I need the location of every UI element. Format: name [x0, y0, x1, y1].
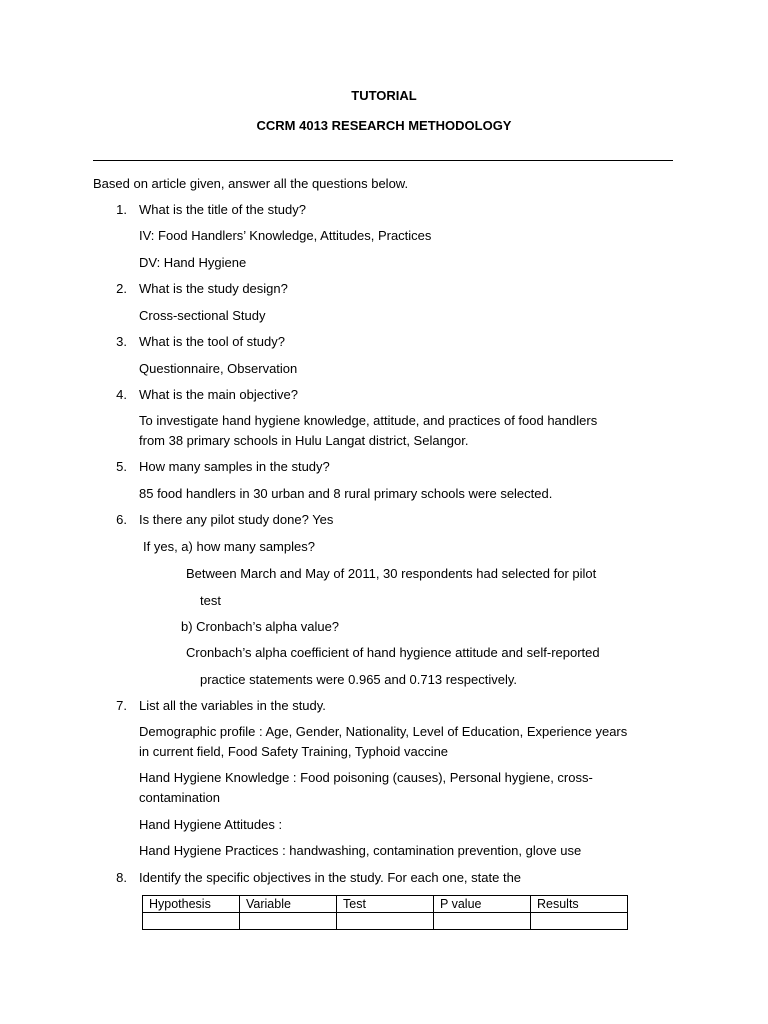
question-number: 8.	[116, 870, 127, 885]
answer-text: contamination	[139, 790, 220, 805]
course-title: CCRM 4013 RESEARCH METHODOLOGY	[256, 118, 512, 133]
question-number: 3.	[116, 334, 127, 349]
instructions: Based on article given, answer all the questions below.	[93, 176, 409, 191]
question-text: What is the main objective?	[139, 387, 298, 402]
question-number: 1.	[116, 202, 127, 217]
question-number: 5.	[116, 459, 127, 474]
question-number: 2.	[116, 281, 127, 296]
answer-text: 85 food handlers in 30 urban and 8 rural primary schools were selected.	[139, 486, 553, 501]
answer-text: Hand Hygiene Practices : handwashing, contamination prevention, glove use	[139, 843, 582, 858]
table-cell	[434, 913, 531, 930]
table-cell	[240, 913, 337, 930]
question-text: What is the study design?	[139, 281, 288, 296]
question-text: Is there any pilot study done? Yes	[139, 512, 334, 527]
answer-text: in current field, Food Safety Training, Typhoid vaccine	[139, 744, 449, 759]
answer-text: DV: Hand Hygiene	[139, 255, 247, 270]
question-text: List all the variables in the study.	[139, 698, 326, 713]
table-cell	[531, 913, 628, 930]
answer-text: test	[200, 593, 221, 608]
sub-question: b) Cronbach’s alpha value?	[181, 619, 340, 634]
question-number: 4.	[116, 387, 127, 402]
sub-question: If yes, a) how many samples?	[143, 539, 315, 554]
question-number: 6.	[116, 512, 127, 527]
header-variable: Variable	[240, 896, 337, 913]
table-cell	[143, 913, 240, 930]
question-number: 7.	[116, 698, 127, 713]
table-header-row	[143, 896, 628, 913]
answer-text: practice statements were 0.965 and 0.713 respectively.	[200, 672, 517, 687]
table-cell	[337, 913, 434, 930]
answer-text: To investigate hand hygiene knowledge, attitude, and practices of food handlers	[139, 413, 598, 428]
header-p-value: P value	[434, 896, 531, 913]
table-row	[143, 913, 628, 930]
answer-text: Cross-sectional Study	[139, 308, 266, 323]
question-text: Identify the specific objectives in the study. For each one, state the	[139, 870, 522, 885]
question-text: What is the title of the study?	[139, 202, 306, 217]
objectives-table	[142, 895, 628, 930]
answer-text: from 38 primary schools in Hulu Langat district, Selangor.	[139, 433, 469, 448]
answer-text: Cronbach’s alpha coefficient of hand hygience attitude and self-reported	[186, 645, 600, 660]
answer-text: Between March and May of 2011, 30 respondents had selected for pilot	[186, 566, 597, 581]
horizontal-rule	[93, 160, 673, 161]
header-test: Test	[337, 896, 434, 913]
question-text: How many samples in the study?	[139, 459, 330, 474]
answer-text: IV: Food Handlers’ Knowledge, Attitudes, Practices	[139, 228, 432, 243]
answer-text: Hand Hygiene Knowledge : Food poisoning (causes), Personal hygiene, cross-	[139, 770, 593, 785]
answer-text: Questionnaire, Observation	[139, 361, 298, 376]
header-results: Results	[531, 896, 628, 913]
header-hypothesis: Hypothesis	[143, 896, 240, 913]
question-text: What is the tool of study?	[139, 334, 285, 349]
doc-title: TUTORIAL	[351, 88, 417, 103]
answer-text: Demographic profile : Age, Gender, Nationality, Level of Education, Experience years	[139, 724, 628, 739]
answer-text: Hand Hygiene Attitudes :	[139, 817, 283, 832]
